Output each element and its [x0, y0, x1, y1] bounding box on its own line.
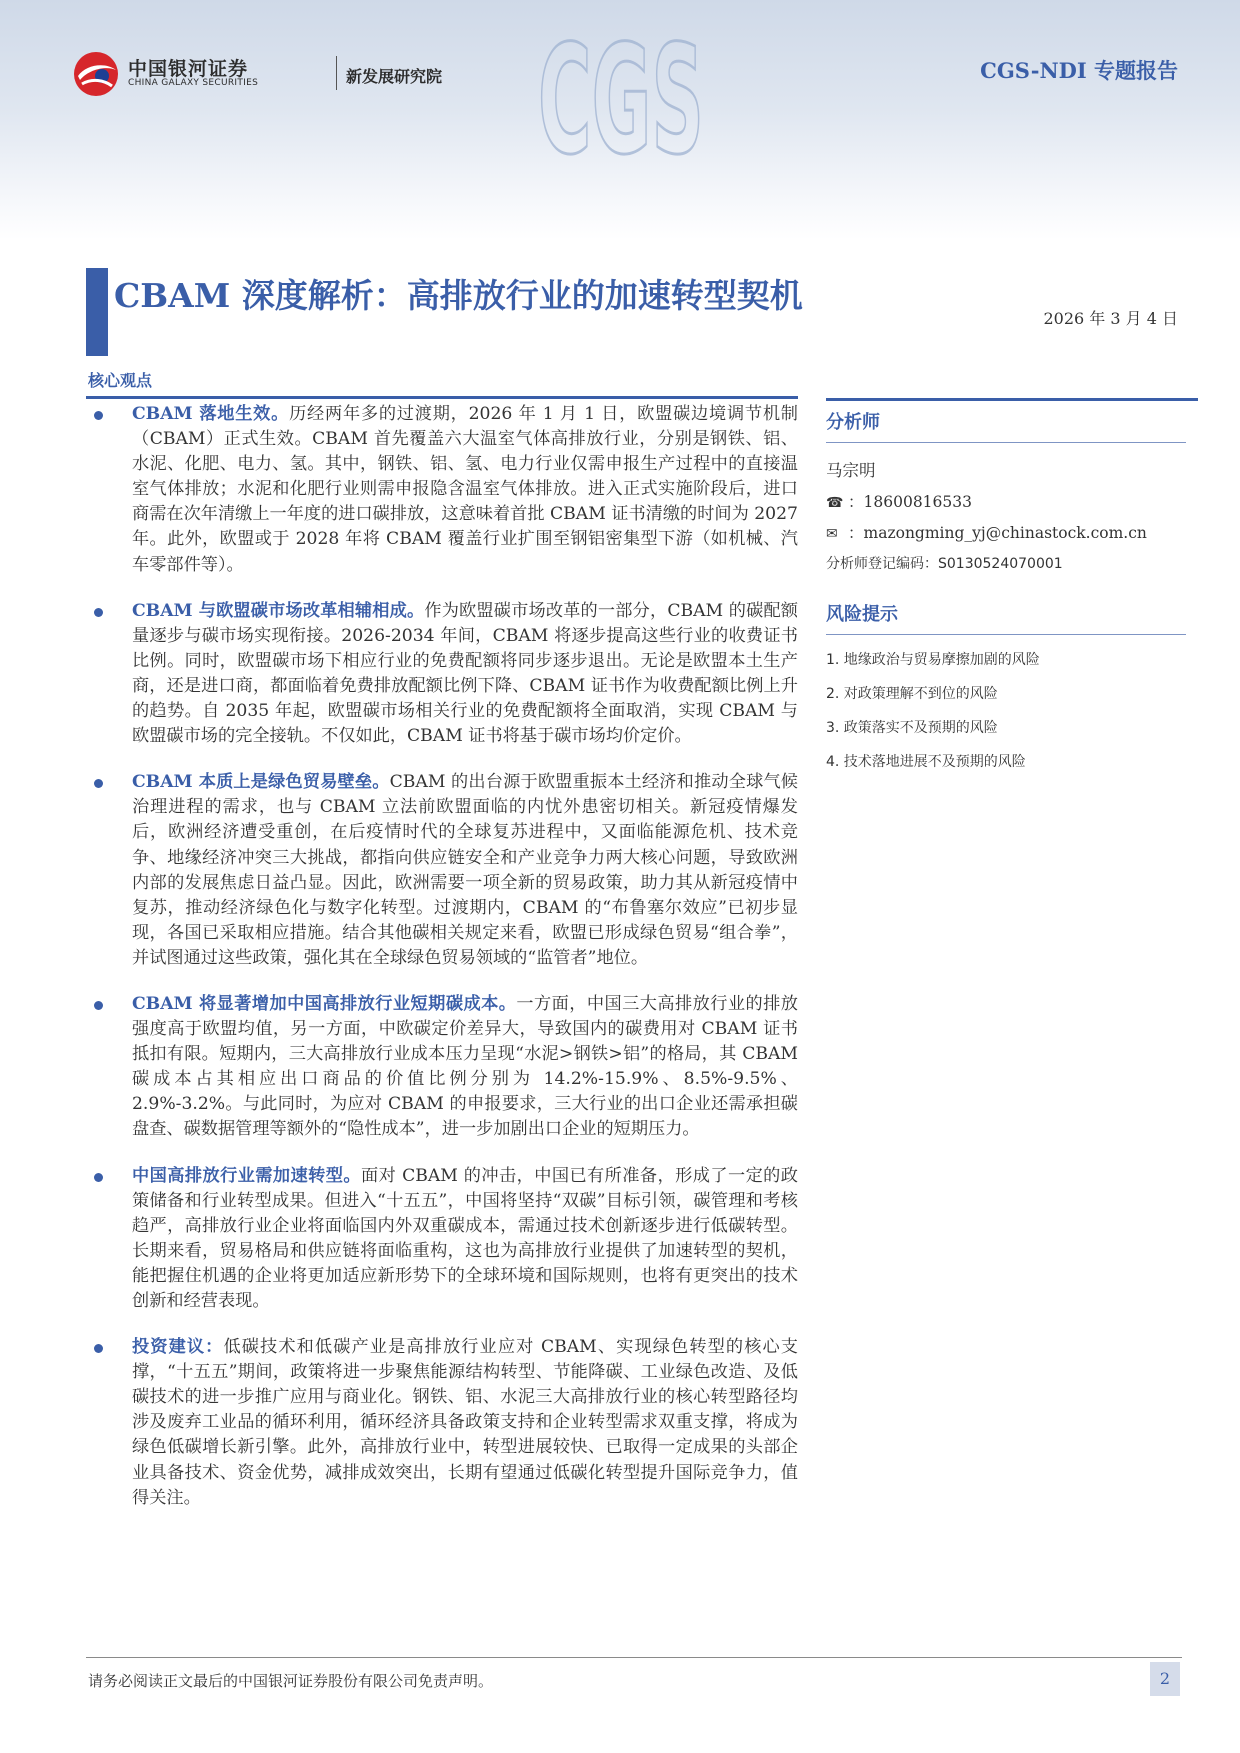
registration-code: S0130524070001 — [938, 556, 1063, 572]
core-view-item — [86, 992, 798, 1143]
core-view-text: 历经两年多的过渡期，2026 年 1 月 1 日，欧盟碳边境调节机制（CBAM）正式生效。CBAM 首先覆盖六大温室气体高排放行业，分别是钢铁、铝、水泥、化肥、电力、氢。其中，钢铁、铝、氢、电力行业仅需申报生产过程中的直接温室气体排放；水泥和化肥行业则需申报隐含温室气体排放。进入正式实施阶段后，进口商需在次年清缴上一年度的进口碳排放，这意味着首批 CBAM 证书清缴的时间为 2027 年。此外，欧盟或于 2028 年将 CBAM 覆盖行业扩围至钢铝密集型下游（如机械、汽车零部件等）。 — [132, 404, 798, 575]
email-address[interactable]: mazongming_yj@chinastock.com.cn — [863, 524, 1147, 542]
phone-number: 18600816533 — [863, 493, 972, 511]
risk-item: 1. 地缘政治与贸易摩擦加剧的风险 — [826, 652, 1040, 668]
galaxy-logo-icon — [72, 50, 120, 98]
report-type: CGS-NDI 专题报告 — [980, 58, 1178, 83]
core-view-text: 作为欧盟碳市场改革的一部分，CBAM 的碳配额量逐步与碳市场实现衔接。2026-2034 年间，CBAM 将逐步提高这些行业的收费证书比例。同时，欧盟碳市场下相应行业的免费配额将同步逐步退出。无论是欧盟本土生产商，还是进口商，都面临着免费排放配额比例下降、CBAM 证书作为收费配额比例上升的趋势。自 2035 年起，欧盟碳市场相关行业的免费配额将全面取消，实现 CBAM 与欧盟碳市场的完全接轨。不仅如此，CBAM 证书将基于碳市场均价定价。 — [132, 600, 798, 747]
analyst-heading: 分析师 — [826, 412, 880, 433]
core-view-item — [86, 1335, 798, 1511]
risk-item: 3. 政策落实不及预期的风险 — [826, 720, 998, 736]
phone-icon: ☎ — [826, 495, 844, 511]
bullet-dot-icon — [94, 1001, 103, 1010]
risk-divider — [826, 634, 1186, 635]
logo-english-name: CHINA GALAXY SECURITIES — [128, 78, 259, 88]
core-view-text: 低碳技术和低碳产业是高排放行业应对 CBAM、实现绿色转型的核心支撑，“十五五”期间，政策将进一步聚焦能源结构转型、节能降碳、工业绿色改造、及低碳技术的进一步推广应用与商业化。钢铁、铝、水泥三大高排放行业的核心转型路径均涉及废弃工业品的循环利用，循环经济具备政策支持和企业转型需求双重支撑，将成为绿色低碳增长新引擎。此外，高排放行业中，转型进展较快、已取得一定成果的头部企业具备技术、资金优势，减排成效突出，长期有望通过低碳化转型提升国际竞争力，值得关注。 — [132, 1337, 798, 1508]
bullet-dot-icon — [94, 1344, 103, 1353]
report-date: 2026 年 3 月 4 日 — [1043, 309, 1178, 328]
analyst-divider — [826, 442, 1186, 443]
risk-section — [826, 600, 1186, 771]
core-view-lead: 中国高排放行业需加速转型。 — [132, 1165, 361, 1186]
sidebar-divider — [826, 398, 1198, 401]
title-accent-bar — [86, 268, 108, 356]
email-icon: ✉ — [826, 526, 838, 542]
core-view-lead: CBAM 落地生效。 — [132, 404, 290, 424]
bullet-dot-icon — [94, 779, 103, 788]
analyst-email — [826, 521, 1186, 543]
watermark-text: CGS — [538, 14, 704, 188]
analyst-section — [826, 408, 1186, 573]
report-title: CBAM 深度解析：高排放行业的加速转型契机 — [114, 276, 803, 315]
core-view-item — [86, 402, 798, 578]
core-views-list — [86, 402, 798, 1532]
bullet-dot-icon — [94, 1173, 103, 1182]
bullet-dot-icon — [94, 411, 103, 420]
core-view-text: 一方面，中国三大高排放行业的排放强度高于欧盟均值，另一方面，中欧碳定价差异大，导致国内的碳费用对 CBAM 证书抵扣有限。短期内，三大高排放行业成本压力呈现“水泥>钢铁>铝”的格局，其 CBAM 碳成本占其相应出口商品的价值比例分别为 14.2%-15.9%、8.5%-9.5%、2.9%-3.2%。与此同时，为应对 CBAM 的申报要求，三大行业的出口企业还需承担碳盘查、碳数据管理等额外的“隐性成本”，进一步加剧出口企业的短期压力。 — [132, 993, 798, 1140]
core-view-lead: 投资建议： — [132, 1337, 224, 1358]
footer-disclaimer: 请务必阅读正文最后的中国银河证券股份有限公司免责声明。 — [88, 1672, 494, 1690]
cgs-watermark — [536, 14, 706, 188]
core-view-item — [86, 599, 798, 750]
core-view-text: CBAM 的出台源于欧盟重振本土经济和推动全球气候治理进程的需求，也与 CBAM 立法前欧盟面临的内忧外患密切相关。新冠疫情爆发后，欧洲经济遭受重创，在后疫情时代的全球复苏进程中，又面临能源危机、技术竞争、地缘经济冲突三大挑战，都指向供应链安全和产业竞争力两大核心问题，导致欧洲内部的发展焦虑日益凸显。因此，欧洲需要一项全新的贸易政策，助力其从新冠疫情中复苏，推动经济绿色化与数字化转型。过渡期内，CBAM 的“布鲁塞尔效应”已初步显现，各国已采取相应措施。结合其他碳相关规定来看，欧盟已形成绿色贸易“组合拳”，并试图通过这些政策，强化其在全球绿色贸易领域的“监管者”地位。 — [132, 772, 798, 968]
risk-item: 4. 技术落地进展不及预期的风险 — [826, 754, 1026, 770]
core-view-item — [86, 770, 798, 971]
core-view-lead: CBAM 本质上是绿色贸易壁垒。 — [132, 772, 390, 793]
company-logo — [72, 50, 443, 100]
analyst-name: 马宗明 — [826, 461, 876, 480]
registration-label: 分析师登记编码： — [826, 556, 938, 572]
analyst-registration — [826, 553, 1186, 573]
email-separator: ： — [848, 524, 864, 542]
risk-item: 2. 对政策理解不到位的风险 — [826, 686, 998, 702]
bullet-dot-icon — [94, 608, 103, 617]
logo-divider — [336, 56, 337, 90]
core-views-label: 核心观点 — [88, 371, 153, 390]
main-divider — [86, 396, 798, 399]
core-view-lead: CBAM 将显著增加中国高排放行业短期碳成本。 — [132, 993, 517, 1014]
logo-chinese-name: 中国银河证券 — [128, 58, 249, 80]
analyst-phone — [826, 490, 1186, 512]
core-view-lead: CBAM 与欧盟碳市场改革相辅相成。 — [132, 600, 425, 621]
core-view-item — [86, 1164, 798, 1315]
risk-heading: 风险提示 — [826, 604, 898, 625]
institute-name: 新发展研究院 — [346, 67, 443, 86]
core-view-text: 面对 CBAM 的冲击，中国已有所准备，形成了一定的政策储备和行业转型成果。但进入“十五五”，中国将坚持“双碳”目标引领，碳管理和考核趋严，高排放行业企业将面临国内外双重碳成本，需通过技术创新逐步进行低碳转型。长期来看，贸易格局和供应链将面临重构，这也为高排放行业提供了加速转型的契机，能把握住机遇的企业将更加适应新形势下的全球环境和国际规则，也将有更突出的技术创新和经营表现。 — [132, 1165, 798, 1311]
footer-divider — [86, 1657, 1182, 1658]
page-number: 2 — [1150, 1662, 1180, 1696]
phone-separator: ： — [848, 493, 864, 511]
